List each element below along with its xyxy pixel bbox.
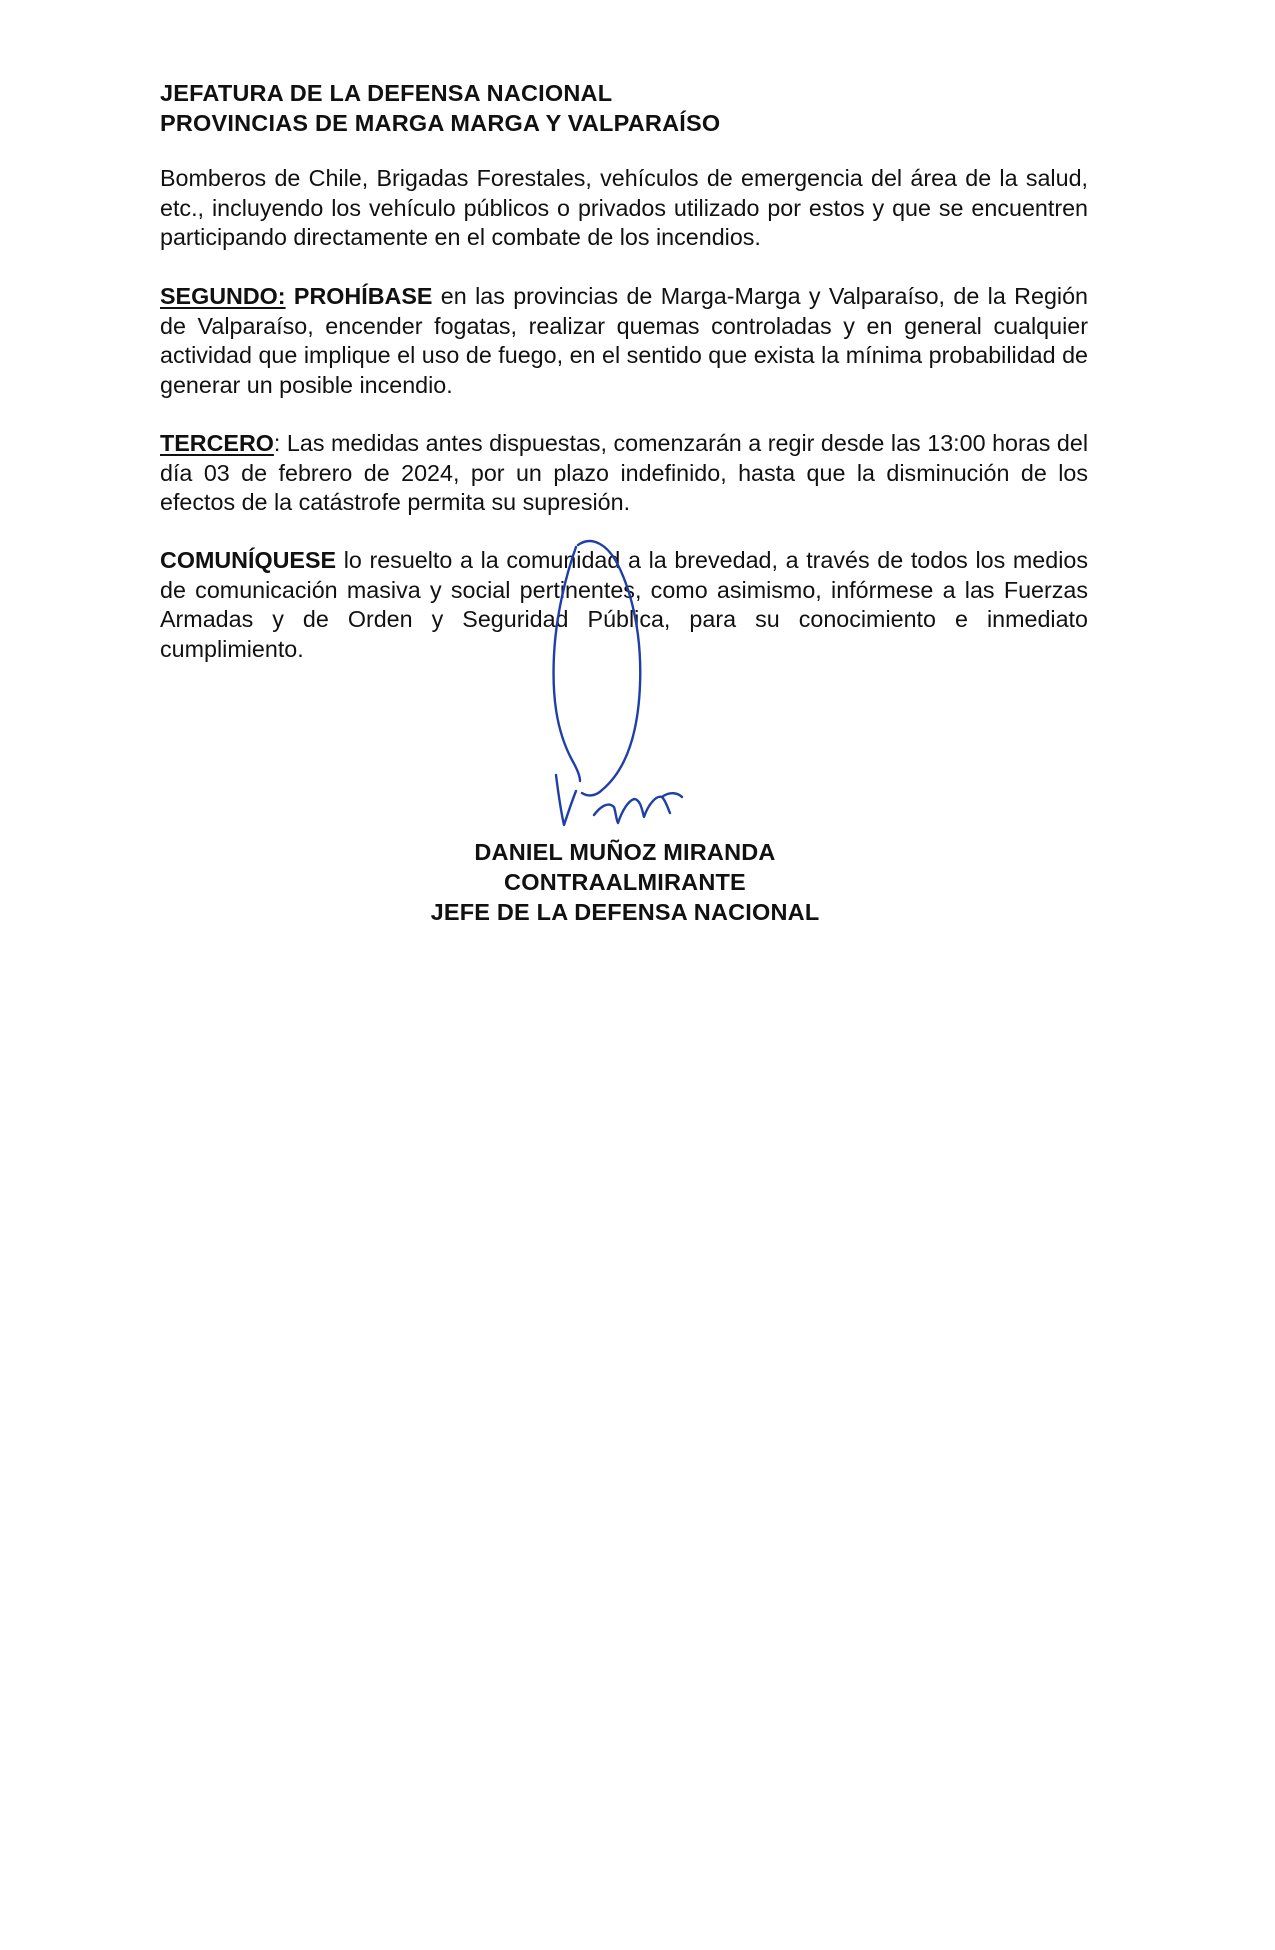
handwritten-signature — [530, 535, 730, 835]
segundo-text: en las provincias de Marga-Marga y Valparaíso, de la Región de Valparaíso, encender fogatas, realizar quemas controladas y en general cualquier actividad que implique el uso de fuego, en el sentido que exista la mínima probabilidad de generar un posible incendio. — [160, 283, 1088, 398]
paragraph-tercero — [160, 429, 1088, 518]
paragraph-segundo — [160, 282, 1088, 400]
document-header — [160, 78, 720, 138]
signatory-name: DANIEL MUÑOZ MIRANDA — [474, 839, 776, 865]
tercero-text: : Las medidas antes dispuestas, comenzarán a regir desde las 13:00 horas del día 03 de febrero de 2024, por un plazo indefinido, hasta que la disminución de los efectos de la catástrofe permita su supresión. — [160, 430, 1088, 515]
tercero-label: TERCERO — [160, 430, 274, 456]
comuniquese-keyword: COMUNÍQUESE — [160, 547, 337, 573]
paragraph-intro — [160, 164, 1088, 253]
signature-block — [380, 837, 870, 927]
signatory-position: JEFE DE LA DEFENSA NACIONAL — [430, 899, 820, 925]
comuniquese-text: lo resuelto a la comunidad a la brevedad, a través de todos los medios de comunicación masiva y social pertinentes, como asimismo, infórmese a las Fuerzas Armadas y de Orden y Seguridad Pública, para su conocimiento e inmediato cumplimiento. — [160, 547, 1088, 662]
segundo-label: SEGUNDO: — [160, 283, 286, 309]
header-line-2: PROVINCIAS DE MARGA MARGA Y VALPARAÍSO — [160, 110, 721, 136]
header-line-1: JEFATURA DE LA DEFENSA NACIONAL — [160, 80, 613, 106]
signatory-rank: CONTRAALMIRANTE — [504, 869, 746, 895]
paragraph-intro-text: Bomberos de Chile, Brigadas Forestales, vehículos de emergencia del área de la salud, etc., incluyendo los vehículo públicos o privados utilizado por estos y que se encuentren participando directamente en el combate de los incendios. — [160, 165, 1088, 250]
segundo-keyword: PROHÍBASE — [293, 283, 433, 309]
